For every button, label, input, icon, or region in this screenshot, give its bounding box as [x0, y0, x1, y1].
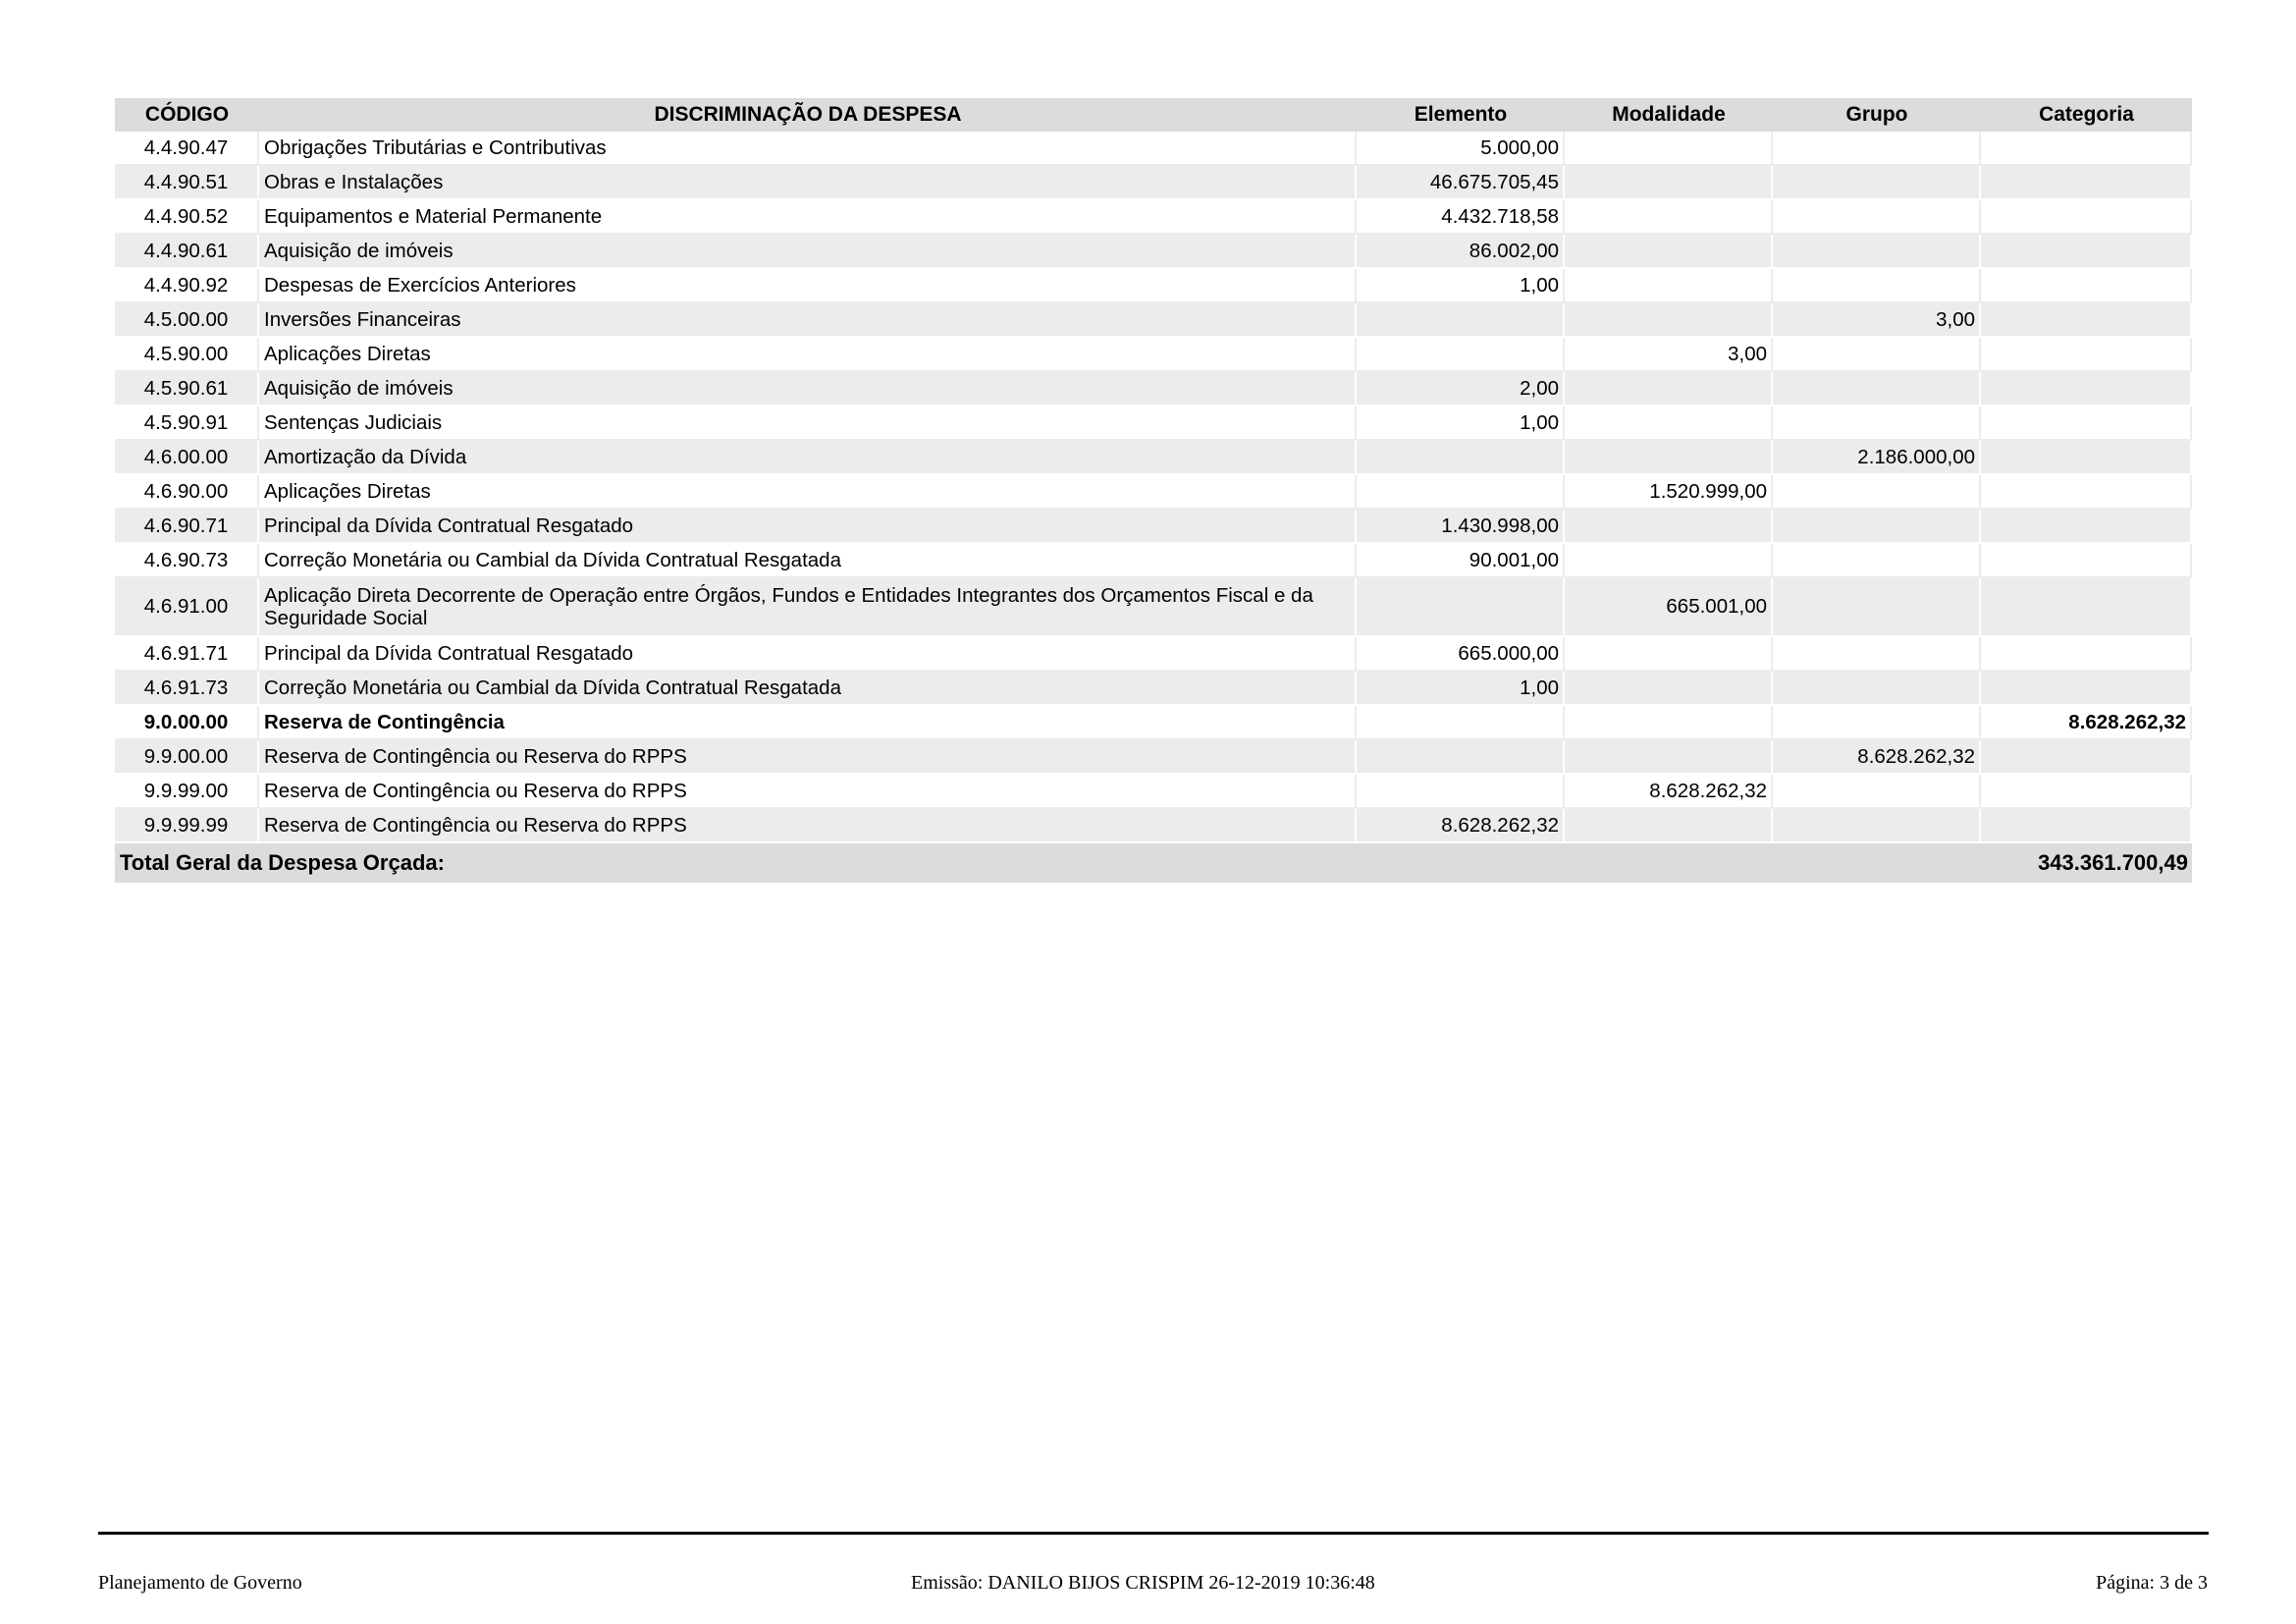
cell-categoria — [1981, 200, 2192, 235]
cell-elemento: 8.628.262,32 — [1357, 809, 1565, 843]
cell-grupo — [1773, 338, 1981, 372]
footer-left-text: Planejamento de Governo — [98, 1572, 302, 1594]
cell-descricao: Obras e Instalações — [259, 166, 1357, 200]
cell-descricao: Aplicação Direta Decorrente de Operação entre Órgãos, Fundos e Entidades Integrantes dos Orçamentos Fiscal e da Seguridade Social — [259, 578, 1357, 637]
header-codigo: CÓDIGO — [115, 98, 259, 132]
cell-descricao: Aplicações Diretas — [259, 475, 1357, 510]
expense-table — [115, 98, 2192, 883]
cell-codigo: 4.6.90.73 — [115, 544, 259, 578]
cell-descricao: Reserva de Contingência ou Reserva do RPPS — [259, 740, 1357, 775]
header-elemento: Elemento — [1357, 98, 1565, 132]
cell-descricao: Sentenças Judiciais — [259, 406, 1357, 441]
cell-modalidade — [1565, 510, 1773, 544]
cell-elemento: 665.000,00 — [1357, 637, 1565, 672]
cell-modalidade — [1565, 637, 1773, 672]
cell-grupo — [1773, 578, 1981, 637]
cell-descricao: Reserva de Contingência — [259, 706, 1357, 740]
cell-codigo: 4.6.91.00 — [115, 578, 259, 637]
cell-descricao: Despesas de Exercícios Anteriores — [259, 269, 1357, 303]
cell-modalidade — [1565, 672, 1773, 706]
table-header-row — [115, 98, 2192, 132]
cell-modalidade — [1565, 166, 1773, 200]
cell-descricao: Obrigações Tributárias e Contributivas — [259, 132, 1357, 166]
header-grupo: Grupo — [1773, 98, 1981, 132]
cell-grupo — [1773, 132, 1981, 166]
table-row — [115, 637, 2192, 672]
cell-descricao: Inversões Financeiras — [259, 303, 1357, 338]
cell-modalidade — [1565, 269, 1773, 303]
table-row — [115, 338, 2192, 372]
cell-codigo: 4.5.90.00 — [115, 338, 259, 372]
total-row — [115, 843, 2192, 883]
cell-elemento — [1357, 578, 1565, 637]
cell-categoria — [1981, 775, 2192, 809]
cell-descricao: Amortização da Dívida — [259, 441, 1357, 475]
cell-categoria — [1981, 809, 2192, 843]
cell-modalidade — [1565, 706, 1773, 740]
cell-codigo: 4.6.90.71 — [115, 510, 259, 544]
cell-codigo: 9.9.00.00 — [115, 740, 259, 775]
cell-codigo: 9.0.00.00 — [115, 706, 259, 740]
cell-modalidade: 3,00 — [1565, 338, 1773, 372]
cell-codigo: 4.4.90.52 — [115, 200, 259, 235]
cell-categoria — [1981, 578, 2192, 637]
cell-descricao: Reserva de Contingência ou Reserva do RPPS — [259, 809, 1357, 843]
cell-elemento — [1357, 706, 1565, 740]
cell-categoria — [1981, 672, 2192, 706]
table-row — [115, 200, 2192, 235]
cell-modalidade — [1565, 200, 1773, 235]
cell-grupo — [1773, 200, 1981, 235]
cell-modalidade — [1565, 441, 1773, 475]
table-row — [115, 269, 2192, 303]
cell-grupo — [1773, 269, 1981, 303]
header-categoria: Categoria — [1981, 98, 2192, 132]
table-row — [115, 672, 2192, 706]
cell-elemento: 5.000,00 — [1357, 132, 1565, 166]
cell-grupo — [1773, 372, 1981, 406]
cell-grupo — [1773, 510, 1981, 544]
table-row — [115, 578, 2192, 637]
cell-modalidade — [1565, 406, 1773, 441]
cell-grupo — [1773, 235, 1981, 269]
cell-elemento — [1357, 303, 1565, 338]
cell-categoria — [1981, 740, 2192, 775]
table-row — [115, 775, 2192, 809]
cell-grupo — [1773, 406, 1981, 441]
cell-modalidade — [1565, 740, 1773, 775]
cell-modalidade — [1565, 809, 1773, 843]
cell-elemento: 1.430.998,00 — [1357, 510, 1565, 544]
cell-descricao: Equipamentos e Material Permanente — [259, 200, 1357, 235]
footer-page-number: Página: 3 de 3 — [2096, 1572, 2208, 1594]
cell-descricao: Aplicações Diretas — [259, 338, 1357, 372]
cell-grupo — [1773, 672, 1981, 706]
total-value: 343.361.700,49 — [1357, 843, 2192, 883]
cell-descricao: Aquisição de imóveis — [259, 235, 1357, 269]
cell-codigo: 4.4.90.61 — [115, 235, 259, 269]
cell-grupo — [1773, 166, 1981, 200]
table-row — [115, 406, 2192, 441]
cell-elemento: 4.432.718,58 — [1357, 200, 1565, 235]
cell-modalidade: 1.520.999,00 — [1565, 475, 1773, 510]
table-row — [115, 303, 2192, 338]
cell-descricao: Reserva de Contingência ou Reserva do RPPS — [259, 775, 1357, 809]
cell-categoria — [1981, 372, 2192, 406]
cell-elemento — [1357, 775, 1565, 809]
cell-grupo — [1773, 775, 1981, 809]
cell-grupo: 2.186.000,00 — [1773, 441, 1981, 475]
cell-categoria — [1981, 544, 2192, 578]
cell-grupo — [1773, 475, 1981, 510]
cell-codigo: 9.9.99.00 — [115, 775, 259, 809]
table-row — [115, 132, 2192, 166]
cell-grupo: 8.628.262,32 — [1773, 740, 1981, 775]
cell-categoria — [1981, 475, 2192, 510]
cell-descricao: Aquisição de imóveis — [259, 372, 1357, 406]
cell-codigo: 4.6.91.71 — [115, 637, 259, 672]
cell-grupo — [1773, 706, 1981, 740]
table-row — [115, 235, 2192, 269]
cell-elemento: 1,00 — [1357, 672, 1565, 706]
header-discriminacao: DISCRIMINAÇÃO DA DESPESA — [259, 98, 1357, 132]
cell-grupo — [1773, 544, 1981, 578]
cell-categoria — [1981, 637, 2192, 672]
cell-grupo: 3,00 — [1773, 303, 1981, 338]
cell-elemento — [1357, 338, 1565, 372]
cell-codigo: 4.4.90.51 — [115, 166, 259, 200]
cell-elemento — [1357, 475, 1565, 510]
cell-modalidade — [1565, 132, 1773, 166]
cell-categoria — [1981, 166, 2192, 200]
cell-codigo: 4.4.90.47 — [115, 132, 259, 166]
cell-modalidade — [1565, 372, 1773, 406]
table-row — [115, 510, 2192, 544]
cell-categoria — [1981, 303, 2192, 338]
cell-elemento: 86.002,00 — [1357, 235, 1565, 269]
cell-codigo: 4.4.90.92 — [115, 269, 259, 303]
table-row — [115, 441, 2192, 475]
cell-elemento: 1,00 — [1357, 269, 1565, 303]
cell-grupo — [1773, 809, 1981, 843]
cell-codigo: 4.5.00.00 — [115, 303, 259, 338]
footer-emission-text: Emissão: DANILO BIJOS CRISPIM 26-12-2019 10:36:48 — [911, 1572, 1375, 1594]
table-row — [115, 372, 2192, 406]
cell-modalidade: 665.001,00 — [1565, 578, 1773, 637]
cell-elemento — [1357, 441, 1565, 475]
cell-grupo — [1773, 637, 1981, 672]
cell-modalidade — [1565, 544, 1773, 578]
cell-elemento — [1357, 740, 1565, 775]
table-row — [115, 544, 2192, 578]
cell-categoria — [1981, 338, 2192, 372]
cell-descricao: Principal da Dívida Contratual Resgatado — [259, 510, 1357, 544]
table-row — [115, 475, 2192, 510]
cell-codigo: 4.6.91.73 — [115, 672, 259, 706]
cell-categoria — [1981, 269, 2192, 303]
cell-modalidade: 8.628.262,32 — [1565, 775, 1773, 809]
total-label: Total Geral da Despesa Orçada: — [115, 843, 1357, 883]
cell-categoria — [1981, 235, 2192, 269]
table-row — [115, 166, 2192, 200]
cell-codigo: 4.6.00.00 — [115, 441, 259, 475]
cell-descricao: Correção Monetária ou Cambial da Dívida Contratual Resgatada — [259, 672, 1357, 706]
cell-codigo: 4.5.90.61 — [115, 372, 259, 406]
cell-categoria — [1981, 406, 2192, 441]
cell-elemento: 46.675.705,45 — [1357, 166, 1565, 200]
cell-elemento: 1,00 — [1357, 406, 1565, 441]
table-row — [115, 809, 2192, 843]
cell-codigo: 4.6.90.00 — [115, 475, 259, 510]
cell-codigo: 9.9.99.99 — [115, 809, 259, 843]
cell-categoria — [1981, 510, 2192, 544]
cell-elemento: 90.001,00 — [1357, 544, 1565, 578]
cell-modalidade — [1565, 235, 1773, 269]
cell-categoria — [1981, 441, 2192, 475]
cell-codigo: 4.5.90.91 — [115, 406, 259, 441]
cell-modalidade — [1565, 303, 1773, 338]
cell-categoria: 8.628.262,32 — [1981, 706, 2192, 740]
footer-divider — [98, 1532, 2209, 1535]
cell-categoria — [1981, 132, 2192, 166]
cell-descricao: Correção Monetária ou Cambial da Dívida Contratual Resgatada — [259, 544, 1357, 578]
table-row — [115, 706, 2192, 740]
cell-elemento: 2,00 — [1357, 372, 1565, 406]
cell-descricao: Principal da Dívida Contratual Resgatado — [259, 637, 1357, 672]
header-modalidade: Modalidade — [1565, 98, 1773, 132]
table-row — [115, 740, 2192, 775]
